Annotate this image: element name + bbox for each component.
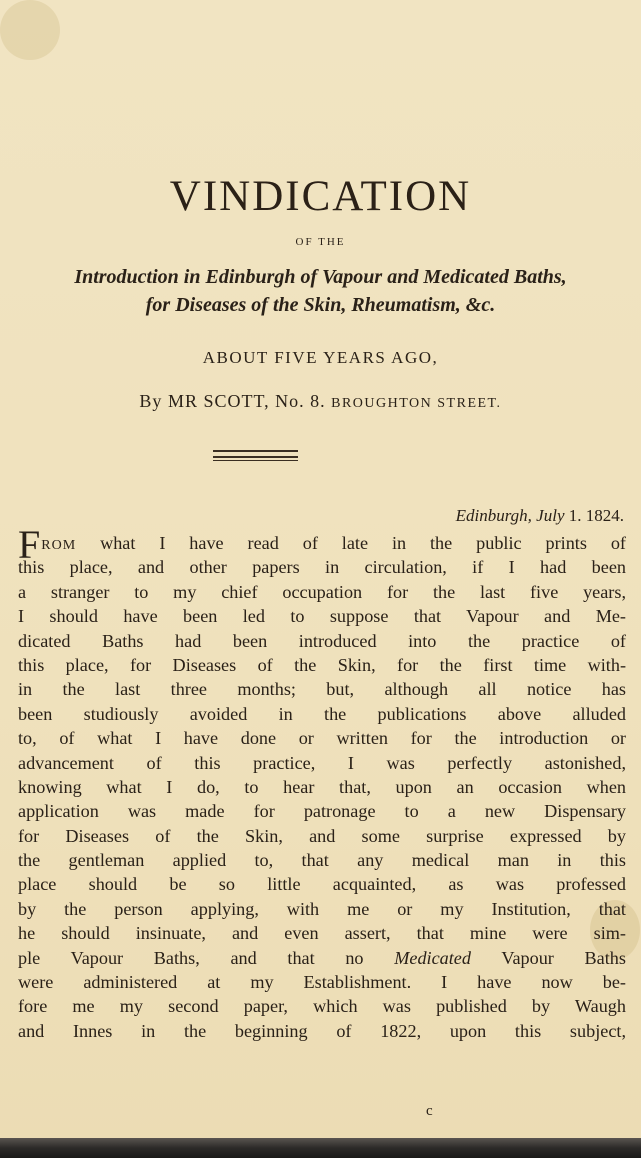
byline-name: MR SCOTT, No. 8. xyxy=(162,391,332,411)
body-line: advancement of this practice, I was perfectly astonished, xyxy=(18,752,626,773)
body-line-medicated xyxy=(18,946,626,970)
body-line: the gentleman applied to, that any medical man in this xyxy=(18,850,626,871)
body-line: this place, for Diseases of the Skin, for the first time with- xyxy=(18,654,626,675)
body-line: fore me my second paper, which was published by Waugh xyxy=(18,996,626,1017)
body-line: knowing what I do, to hear that, upon an occasion when xyxy=(18,776,626,797)
body-line: he should insinuate, and even assert, that mine were sim- xyxy=(18,923,626,944)
dateline-place: Edinburgh, July xyxy=(455,506,565,525)
body-paragraph xyxy=(18,522,626,1043)
divider-rule xyxy=(213,456,298,458)
catchword: c xyxy=(426,1103,433,1119)
byline xyxy=(0,391,641,412)
body-line-first xyxy=(18,522,626,567)
body-line: application was made for patronage to a new Dispensary xyxy=(18,801,626,822)
of-the-label: OF THE xyxy=(295,236,346,248)
body-line: I should have been led to suppose that Vapour and Me- xyxy=(18,606,626,627)
body-line: this place, and other papers in circulation, if I had been xyxy=(18,557,626,578)
first-line-rest: what I have read of late in the public prints of xyxy=(76,533,626,553)
medicated-post: Vapour Baths xyxy=(470,947,626,968)
about-five-years-ago: ABOUT FIVE YEARS AGO, xyxy=(202,348,439,367)
page-stain xyxy=(0,0,60,60)
medicated-pre: ple Vapour Baths, and that no xyxy=(18,947,395,968)
body-line: been studiously avoided in the publications above alluded xyxy=(18,703,626,724)
first-word-rest: ROM xyxy=(41,538,77,553)
subtitle-line-1: Introduction in Edinburgh of Vapour and Medicated Baths, xyxy=(74,266,567,288)
body-line: for Diseases of the Skin, and some surprise expressed by xyxy=(18,825,626,846)
body-line: and Innes in the beginning of 1822, upon this subject, xyxy=(18,1020,626,1041)
dateline-date: 1. 1824. xyxy=(564,506,624,525)
page-bottom-edge xyxy=(0,1138,641,1158)
body-line: dicated Baths had been introduced into the practice of xyxy=(18,630,626,651)
byline-by: By xyxy=(139,391,163,411)
divider-rule xyxy=(213,460,298,461)
body-line: in the last three months; but, although all notice has xyxy=(18,679,626,700)
divider-rule xyxy=(213,450,298,452)
body-line: by the person applying, with me or my Institution, that xyxy=(18,898,626,919)
medicated-emphasis: Medicated xyxy=(394,947,471,968)
body-line: place should be so little acquainted, as was professed xyxy=(18,874,626,895)
body-line: a stranger to my chief occupation for the last five years, xyxy=(18,581,626,602)
subtitle-line-2: for Diseases of the Skin, Rheumatism, &c. xyxy=(145,294,496,316)
drop-cap: F xyxy=(18,522,41,567)
body-line: were administered at my Establishment. I have now be- xyxy=(18,972,626,993)
dateline xyxy=(0,506,624,526)
page-title: VINDICATION xyxy=(169,173,472,220)
body-line: to, of what I have done or written for the introduction or xyxy=(18,728,626,749)
byline-street: BROUGHTON STREET. xyxy=(331,396,502,411)
